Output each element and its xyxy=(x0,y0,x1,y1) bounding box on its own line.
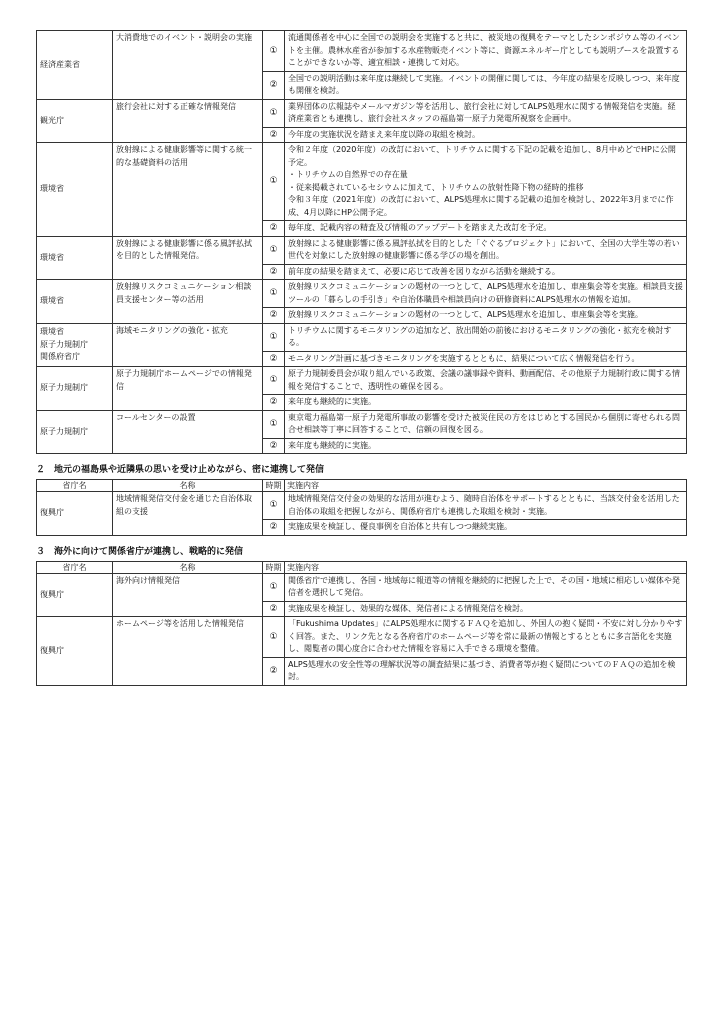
content-cell: 原子力規制委員会が取り組んでいる政策、会議の議事録や資料、動画配信、その他原子力規制行政に関する情報を発信することで、透明性の確保を図る。 xyxy=(285,367,687,395)
measure-name: 海外向け情報発信 xyxy=(113,573,263,617)
measure-name: 放射線リスクコミュニケーション相談員支援センター等の活用 xyxy=(113,280,263,324)
agency-name: 復興庁 xyxy=(40,589,64,599)
content-cell: 今年度の実施状況を踏まえ来年度以降の取組を検討。 xyxy=(285,127,687,143)
document-page xyxy=(36,30,686,686)
agency-name: 環境省 xyxy=(40,252,64,262)
content-cell: 関係省庁で連携し、各国・地域毎に報道等の情報を継続的に把握した上で、その国・地域に相応しい媒体や発信者を選択して発信。 xyxy=(285,573,687,601)
period-marker: ① xyxy=(263,31,285,72)
table-row xyxy=(37,236,687,264)
section2-title: ２ 地元の福島県や近隣県の思いを受け止めながら、密に連携して発信 xyxy=(36,465,325,475)
header-content: 実施内容 xyxy=(285,480,687,492)
agency-cell xyxy=(37,143,113,237)
content-cell: 東京電力福島第一原子力発電所事故の影響を受けた被災住民の方をはじめとする国民から個別に寄せられる問合せ相談等丁寧に回答することで、信頼の回復を図る。 xyxy=(285,410,687,438)
period-marker: ① xyxy=(263,236,285,264)
content-cell: モニタリング計画に基づきモニタリングを実施するとともに、結果について広く情報発信を行う。 xyxy=(285,351,687,367)
agency-cell xyxy=(37,323,113,367)
table-header-row xyxy=(37,561,687,573)
header-agency: 省庁名 xyxy=(37,561,113,573)
agency-name: 環境省 xyxy=(40,296,64,305)
table-row xyxy=(37,573,687,601)
measure-name: 放射線による健康影響に係る風評払拭を目的とした情報発信。 xyxy=(113,236,263,280)
period-marker: ① xyxy=(263,617,285,658)
table-row xyxy=(37,410,687,438)
agency-cell xyxy=(37,280,113,324)
section3-title: ３ 海外に向けて関係省庁が連携し、戦略的に発信 xyxy=(36,546,244,557)
period-marker: ① xyxy=(263,573,285,601)
header-name: 名称 xyxy=(113,561,263,573)
measure-name: 大消費地でのイベント・説明会の実施 xyxy=(113,31,263,100)
measure-name: 旅行会社に対する正確な情報発信 xyxy=(113,99,263,143)
header-period: 時期 xyxy=(263,480,285,492)
agency-cell xyxy=(37,99,113,143)
content-cell: 「Fukushima Updates」にALPS処理水に関するＦＡＱを追加し、外国人の抱く疑問・不安に対し分かりやすく回答。また、リンク先となる各府省庁のホームページ等を常に最新の情報とするとともに多言語化を実施し、閲覧者の関心度合に合わせた情報を容易に入手できる環境を整備。 xyxy=(285,617,687,658)
period-marker: ① xyxy=(263,492,285,520)
content-cell: 流通関係者を中心に全国での説明会を実施すると共に、被災地の復興をテーマとしたシンポジウム等のイベントを主催。農林水産省が参加する水産物販売イベント等に、資源エネルギー庁としても説明ブースを設置することができないか等、適宜相談・連携して対応。 xyxy=(285,31,687,72)
content-cell: 来年度も継続的に実施。 xyxy=(285,395,687,411)
content-cell: 放射線リスクコミュニケーションの題材の一つとして、ALPS処理水を追加し、車座集会等を実施。相談員支援ツールの「暮らしの手引き」や自治体職員や相談員向けの研修資料にALPS処理水の情報を追加。 xyxy=(285,280,687,308)
section3-table xyxy=(36,561,687,686)
section1-table xyxy=(36,30,687,454)
agency-name: 復興庁 xyxy=(40,645,64,655)
header-content: 実施内容 xyxy=(285,561,687,573)
content-cell: 前年度の結果を踏まえて、必要に応じて改善を図りながら活動を継続する。 xyxy=(285,264,687,280)
period-marker: ② xyxy=(263,127,285,143)
agency-name: 観光庁 xyxy=(40,115,64,125)
agency-name: 経済産業省 xyxy=(40,59,80,69)
period-marker: ① xyxy=(263,99,285,127)
section2-table xyxy=(36,479,687,536)
table-row xyxy=(37,492,687,520)
agency-cell xyxy=(37,367,113,411)
period-marker: ① xyxy=(263,410,285,438)
agency-cell xyxy=(37,492,113,536)
agency-name: 原子力規制庁 xyxy=(40,426,88,436)
measure-name: 地域情報発信交付金を通じた自治体取組の支援 xyxy=(113,492,263,536)
period-marker: ② xyxy=(263,601,285,617)
content-cell xyxy=(285,143,687,221)
measure-name: 原子力規制庁ホームページでの情報発信 xyxy=(113,367,263,411)
agency-cell xyxy=(37,236,113,280)
content-cell: 業界団体の広報誌やメールマガジン等を活用し、旅行会社に対してALPS処理水に関する情報発信を実施。経済産業省とも連携し、旅行会社スタッフの福島第一原子力発電所視察を企画中。 xyxy=(285,99,687,127)
table-header-row xyxy=(37,480,687,492)
table-row xyxy=(37,280,687,308)
content-line: 令和２年度（2020年度）の改訂において、トリチウムに関する下記の記載を追加し、8月中めどでHPに公開予定。 xyxy=(288,145,676,167)
agency-name: 関係府省庁 xyxy=(40,352,80,361)
agency-name: 環境省 xyxy=(40,184,64,193)
header-period: 時期 xyxy=(263,561,285,573)
content-cell: 実施成果を検証し、優良事例を自治体と共有しつつ継続実施。 xyxy=(285,520,687,536)
period-marker: ① xyxy=(263,323,285,351)
agency-cell xyxy=(37,617,113,686)
content-cell: 放射線リスクコミュニケーションの題材の一つとして、ALPS処理水を追加し、車座集会等を実施。 xyxy=(285,308,687,324)
period-marker: ② xyxy=(263,308,285,324)
measure-name: 海域モニタリングの強化・拡充 xyxy=(113,323,263,367)
measure-name: 放射線による健康影響等に関する統一的な基礎資料の活用 xyxy=(113,143,263,237)
table-row xyxy=(37,99,687,127)
period-marker: ② xyxy=(263,351,285,367)
measure-name: ホームページ等を活用した情報発信 xyxy=(113,617,263,686)
content-cell: 地域情報発信交付金の効果的な活用が進むよう、随時自治体をサポートするとともに、当該交付金を活用した自治体の取組を把握しながら、関係府省庁も連携した取組を検討・実施。 xyxy=(285,492,687,520)
agency-name: 原子力規制庁 xyxy=(40,339,88,349)
table-row xyxy=(37,31,687,72)
period-marker: ② xyxy=(263,221,285,237)
table-row xyxy=(37,143,687,221)
agency-cell xyxy=(37,410,113,454)
agency-name: 原子力規制庁 xyxy=(40,383,88,392)
agency-cell xyxy=(37,31,113,100)
agency-name: 環境省 xyxy=(40,327,64,336)
content-line: ・トリチウムの自然界での存在量 xyxy=(288,170,408,179)
period-marker: ② xyxy=(263,71,285,99)
content-cell: 来年度も継続的に実施。 xyxy=(285,438,687,454)
content-line: 令和３年度（2021年度）の改訂において、ALPS処理水に関する記載の追加を検討し、2022年3月までに作成、4月以降にHP公開予定。 xyxy=(288,195,674,217)
content-cell: 全国での説明活動は来年度は継続して実施。イベントの開催に関しては、今年度の結果を反映しつつ、来年度も開催を検討。 xyxy=(285,71,687,99)
period-marker: ② xyxy=(263,438,285,454)
content-cell: ALPS処理水の安全性等の理解状況等の調査結果に基づき、消費者等が抱く疑問についてのＦＡＱの追加を検討。 xyxy=(285,657,687,685)
agency-cell xyxy=(37,573,113,617)
period-marker: ② xyxy=(263,657,285,685)
content-cell: トリチウムに関するモニタリングの追加など、放出開始の前後におけるモニタリングの強化・拡充を検討する。 xyxy=(285,323,687,351)
table-row xyxy=(37,367,687,395)
header-name: 名称 xyxy=(113,480,263,492)
agency-name: 復興庁 xyxy=(40,508,64,517)
content-cell: 毎年度、記載内容の精査及び情報のアップデートを踏まえた改訂を予定。 xyxy=(285,221,687,237)
period-marker: ① xyxy=(263,367,285,395)
period-marker: ② xyxy=(263,520,285,536)
table-row xyxy=(37,323,687,351)
content-line: ・従来掲載されているセシウムに加えて、トリチウムの放射性降下物の経時的推移 xyxy=(288,182,584,192)
content-cell: 実施成果を検証し、効果的な媒体、発信者による情報発信を検討。 xyxy=(285,601,687,617)
table-row xyxy=(37,617,687,658)
header-agency: 省庁名 xyxy=(37,480,113,492)
period-marker: ② xyxy=(263,264,285,280)
period-marker: ② xyxy=(263,395,285,411)
period-marker: ① xyxy=(263,280,285,308)
content-cell: 放射線による健康影響に係る風評払拭を目的とした「ぐぐるプロジェクト」において、全国の大学生等の若い世代を対象にした放射線の健康影響に係る学びの場を創出。 xyxy=(285,236,687,264)
period-marker: ① xyxy=(263,143,285,221)
measure-name: コールセンターの設置 xyxy=(113,410,263,454)
